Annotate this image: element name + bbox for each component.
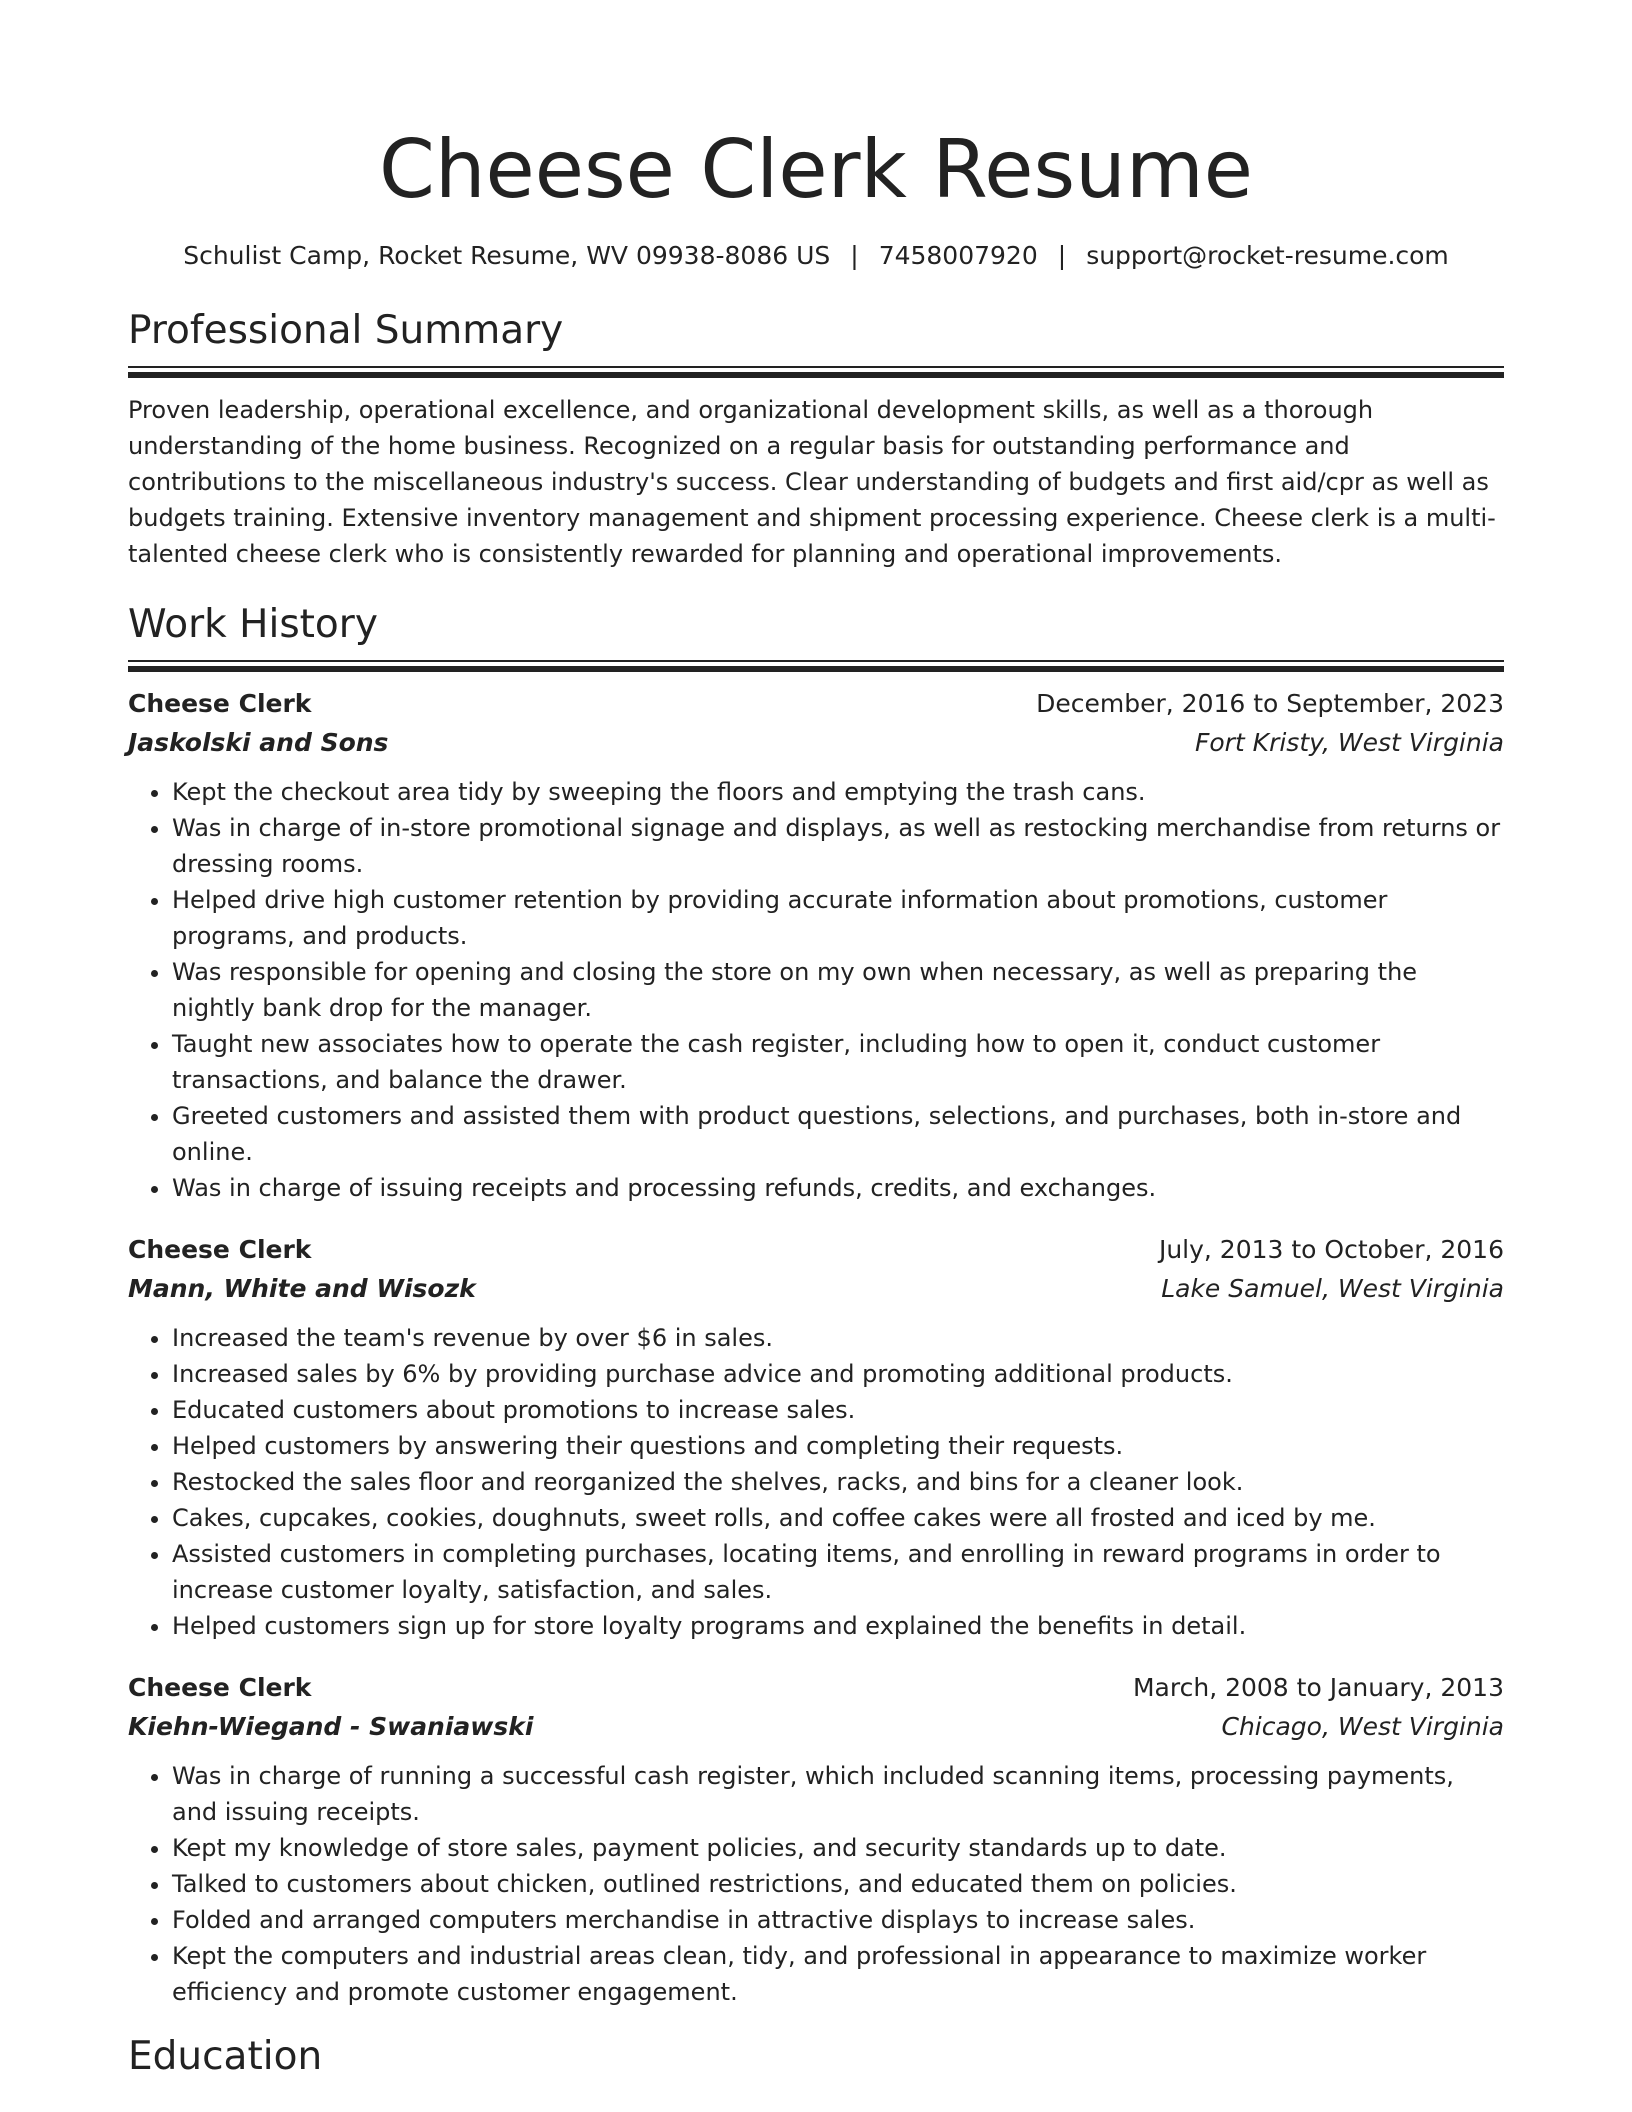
contact-address: Schulist Camp, Rocket Resume, WV 09938-8086 US (183, 241, 831, 270)
job-company: Jaskolski and Sons (128, 728, 389, 757)
summary-section (128, 306, 1504, 572)
education-section (128, 2032, 1504, 2082)
job-bullet: • Folded and arranged computers merchandise in attractive displays to increase sales. (172, 1902, 1504, 1938)
job-bullet-list (128, 774, 1504, 1206)
job-bullet: • Helped drive high customer retention by providing accurate information about promotions, customer programs, and products. (172, 882, 1504, 954)
job-header-row (128, 684, 1504, 723)
section-title-education: Education (128, 2034, 323, 2079)
job-bullet: • Restocked the sales floor and reorganized the shelves, racks, and bins for a cleaner look. (172, 1464, 1504, 1500)
job-bullet-list (128, 1758, 1504, 2010)
contact-line (128, 238, 1504, 274)
job-bullet: • Greeted customers and assisted them with product questions, selections, and purchases, both in-store and online. (172, 1098, 1504, 1170)
job-entry (128, 684, 1504, 1206)
job-bullet: • Helped customers by answering their questions and completing their requests. (172, 1428, 1504, 1464)
job-company: Kiehn-Wiegand - Swaniawski (128, 1712, 534, 1741)
job-bullet: • Was in charge of running a successful cash register, which included scanning items, processing payments, and issuing receipts. (172, 1758, 1504, 1830)
job-bullet: • Taught new associates how to operate the cash register, including how to open it, conduct customer transactions, and balance the drawer. (172, 1026, 1504, 1098)
job-title: Cheese Clerk (128, 689, 312, 718)
job-bullet: • Was in charge of issuing receipts and processing refunds, credits, and exchanges. (172, 1170, 1504, 1206)
job-bullet: • Cakes, cupcakes, cookies, doughnuts, sweet rolls, and coffee cakes were all frosted and iced by me. (172, 1500, 1504, 1536)
job-dates: March, 2008 to January, 2013 (1132, 1673, 1504, 1702)
job-company: Mann, White and Wisozk (128, 1274, 476, 1303)
job-bullet: • Talked to customers about chicken, outlined restrictions, and educated them on policies. (172, 1866, 1504, 1902)
job-header-row (128, 1668, 1504, 1707)
job-entry (128, 1668, 1504, 2010)
section-divider (128, 366, 1504, 378)
job-bullet: • Helped customers sign up for store loyalty programs and explained the benefits in detail. (172, 1608, 1504, 1644)
job-company-row (128, 1269, 1504, 1308)
work-history-section (128, 600, 1504, 2010)
job-company-row (128, 1707, 1504, 1746)
contact-separator: | (850, 241, 859, 270)
job-dates: December, 2016 to September, 2023 (1036, 689, 1504, 718)
job-bullet: • Increased the team's revenue by over $6 in sales. (172, 1320, 1504, 1356)
job-title: Cheese Clerk (128, 1673, 312, 1702)
job-bullet: • Increased sales by 6% by providing purchase advice and promoting additional products. (172, 1356, 1504, 1392)
job-title: Cheese Clerk (128, 1235, 312, 1264)
summary-text: Proven leadership, operational excellence, and organizational development skills, as well as a thorough understanding of the home business. Recognized on a regular basis for outstanding performance and contributions to the miscellaneous industry's success. Clear understanding of budgets and first aid/cpr as well as budgets training. Extensive inventory management and shipment processing experience. Cheese clerk is a multi-talented cheese clerk who is consistently rewarded for planning and operational improvements. (128, 396, 1496, 568)
job-company-row (128, 723, 1504, 762)
job-bullet: • Kept the computers and industrial areas clean, tidy, and professional in appearance to maximize worker efficiency and promote customer engagement. (172, 1938, 1504, 2010)
job-location: Chicago, West Virginia (1221, 1712, 1504, 1741)
job-location: Lake Samuel, West Virginia (1161, 1274, 1504, 1303)
contact-separator: | (1057, 241, 1067, 270)
job-header-row (128, 1230, 1504, 1269)
job-bullet: • Assisted customers in completing purchases, locating items, and enrolling in reward programs in order to increase customer loyalty, satisfaction, and sales. (172, 1536, 1504, 1608)
resume-page (128, 118, 1504, 2082)
job-entry (128, 1230, 1504, 1644)
section-title-summary: Professional Summary (128, 308, 564, 353)
job-bullet: • Kept the checkout area tidy by sweeping the floors and emptying the trash cans. (172, 774, 1504, 810)
resume-title: Cheese Clerk Resume (378, 123, 1254, 216)
job-bullet: • Was in charge of in-store promotional signage and displays, as well as restocking merchandise from returns or dressing rooms. (172, 810, 1504, 882)
job-bullet: • Educated customers about promotions to increase sales. (172, 1392, 1504, 1428)
job-bullet-list (128, 1320, 1504, 1644)
section-title-work-history: Work History (128, 602, 378, 647)
job-bullet: • Kept my knowledge of store sales, payment policies, and security standards up to date. (172, 1830, 1504, 1866)
job-dates: July, 2013 to October, 2016 (1158, 1235, 1504, 1264)
job-bullet: • Was responsible for opening and closing the store on my own when necessary, as well as preparing the nightly bank drop for the manager. (172, 954, 1504, 1026)
section-divider (128, 660, 1504, 672)
contact-email: support@rocket-resume.com (1086, 241, 1449, 270)
job-location: Fort Kristy, West Virginia (1194, 728, 1504, 757)
contact-phone: 7458007920 (878, 241, 1038, 270)
